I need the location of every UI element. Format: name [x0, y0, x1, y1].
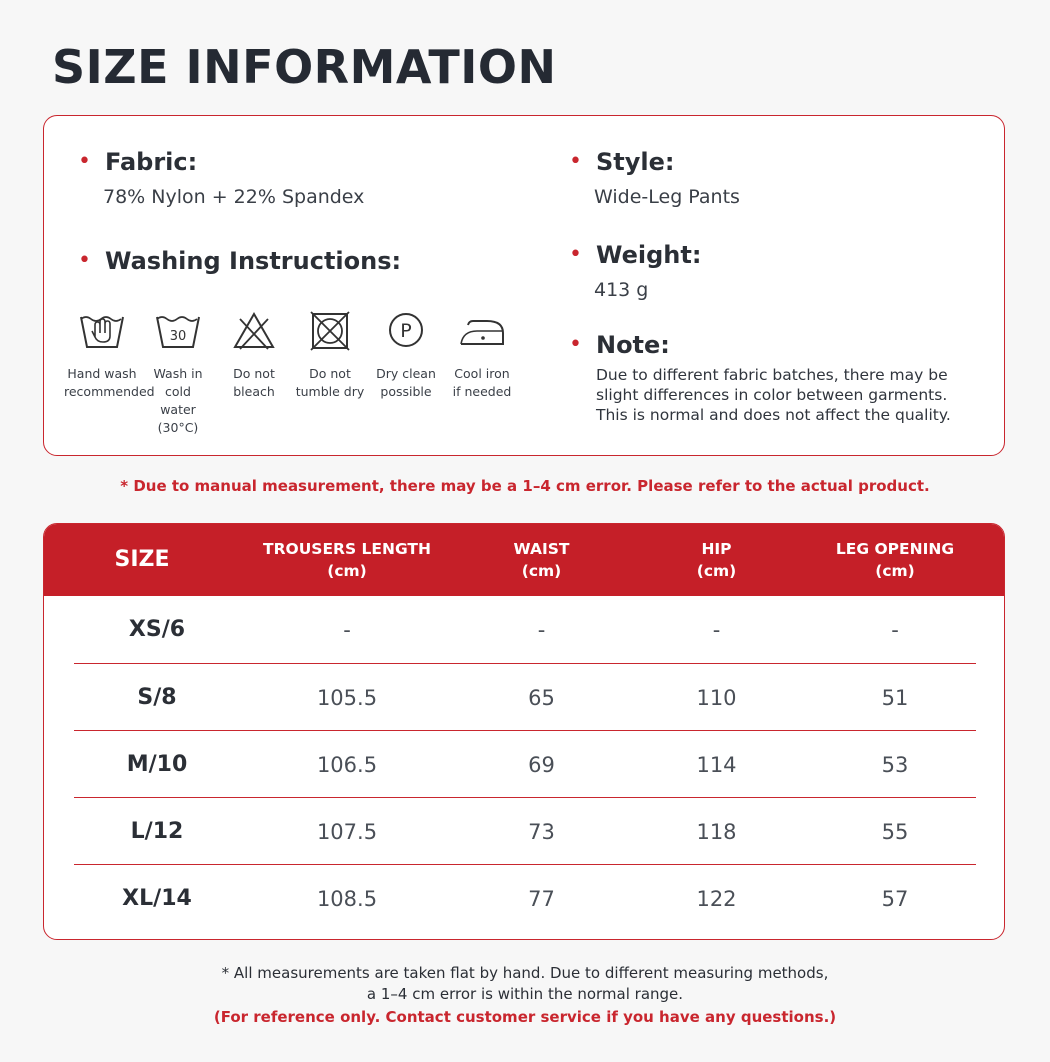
header-waist: WAIST (cm)	[513, 540, 570, 580]
leg-opening-cell: 55	[881, 819, 909, 844]
style-block	[569, 148, 740, 208]
size-cell: S/8	[137, 685, 177, 710]
care-label: Dry clean possible	[376, 366, 436, 399]
care-item-hand-wash	[64, 311, 155, 437]
length-cell: 108.5	[316, 886, 378, 911]
bullet-icon: •	[78, 248, 91, 273]
waist-cell: -	[537, 617, 546, 642]
note-block	[569, 331, 981, 425]
length-cell: -	[343, 617, 351, 642]
footer-line-1: * All measurements are taken flat by hand. Due to different measuring methods,	[221, 964, 829, 982]
wash-temp-text: 30	[169, 329, 187, 344]
length-cell: 105.5	[316, 685, 378, 710]
header-size: SIZE	[114, 547, 170, 572]
no-tumble-dry-icon	[292, 311, 368, 357]
care-label: Hand wash recommended	[64, 366, 155, 399]
fabric-label: Fabric:	[104, 148, 198, 176]
waist-cell: 69	[528, 752, 555, 777]
size-cell: M/10	[126, 752, 188, 777]
weight-value: 413 g	[594, 279, 649, 301]
footer-line-2: a 1–4 cm error is within the normal range.	[366, 985, 684, 1003]
length-cell: 107.5	[316, 819, 378, 844]
weight-block	[569, 241, 701, 301]
footer-disclaimer	[0, 963, 1050, 1005]
footer-contact-note: (For reference only. Contact customer service if you have any questions.)	[213, 1008, 837, 1026]
leg-opening-cell: 57	[881, 886, 909, 911]
washing-block	[78, 247, 401, 275]
note-label: Note:	[595, 331, 670, 359]
care-label: Do not tumble dry	[295, 366, 365, 399]
fabric-value: 78% Nylon + 22% Spandex	[103, 186, 365, 208]
dry-clean-icon	[368, 311, 444, 357]
leg-opening-cell: -	[891, 617, 899, 642]
size-table-header	[44, 524, 1004, 596]
size-table	[43, 523, 1005, 940]
hip-cell: 114	[696, 752, 737, 777]
hip-cell: 122	[696, 886, 737, 911]
bullet-icon: •	[569, 332, 582, 357]
table-row	[74, 663, 976, 730]
care-icons-row	[64, 311, 520, 437]
weight-label: Weight:	[595, 241, 702, 269]
bullet-icon: •	[569, 242, 582, 267]
care-item-no-tumble	[292, 311, 368, 437]
leg-opening-cell: 51	[881, 685, 909, 710]
leg-opening-cell: 53	[881, 752, 909, 777]
size-cell: L/12	[130, 819, 184, 844]
care-item-cool-iron	[444, 311, 520, 437]
washing-label: Washing Instructions:	[104, 247, 402, 275]
bullet-icon: •	[78, 149, 91, 174]
care-label: Do not bleach	[233, 366, 275, 399]
header-hip: HIP (cm)	[696, 540, 737, 580]
waist-cell: 65	[528, 685, 555, 710]
cool-iron-icon	[444, 311, 520, 357]
waist-cell: 77	[528, 886, 555, 911]
size-cell: XL/14	[122, 886, 192, 911]
hip-cell: -	[712, 617, 721, 642]
hip-cell: 118	[696, 819, 737, 844]
waist-cell: 73	[528, 819, 555, 844]
wash-30-icon	[140, 311, 216, 357]
care-label: Cool iron if needed	[452, 366, 512, 399]
hand-wash-icon	[64, 311, 140, 357]
care-label: Wash in cold water (30°C)	[153, 366, 203, 435]
length-cell: 106.5	[316, 752, 378, 777]
header-leg-opening: LEG OPENING (cm)	[835, 540, 955, 580]
page-title: SIZE INFORMATION	[52, 40, 557, 94]
no-bleach-icon	[216, 311, 292, 357]
bullet-icon: •	[569, 149, 582, 174]
care-item-wash-30	[140, 311, 216, 437]
table-row	[74, 730, 976, 797]
fabric-block	[78, 148, 364, 208]
measurement-error-note: * Due to manual measurement, there may be a 1–4 cm error. Please refer to the actual product.	[120, 477, 930, 495]
style-value: Wide-Leg Pants	[594, 186, 740, 208]
care-item-no-bleach	[216, 311, 292, 437]
product-info-card	[43, 115, 1005, 456]
table-row	[74, 864, 976, 931]
dry-clean-letter: P	[400, 320, 412, 342]
style-label: Style:	[595, 148, 675, 176]
note-value: Due to different fabric batches, there may be slight differences in color between garments. This is normal and does not affect the quality.	[596, 366, 951, 424]
size-cell: XS/6	[128, 617, 186, 642]
care-item-dry-clean	[368, 311, 444, 437]
hip-cell: 110	[696, 685, 737, 710]
table-row	[74, 797, 976, 864]
header-trousers-length: TROUSERS LENGTH (cm)	[263, 540, 431, 580]
table-row	[74, 596, 976, 663]
